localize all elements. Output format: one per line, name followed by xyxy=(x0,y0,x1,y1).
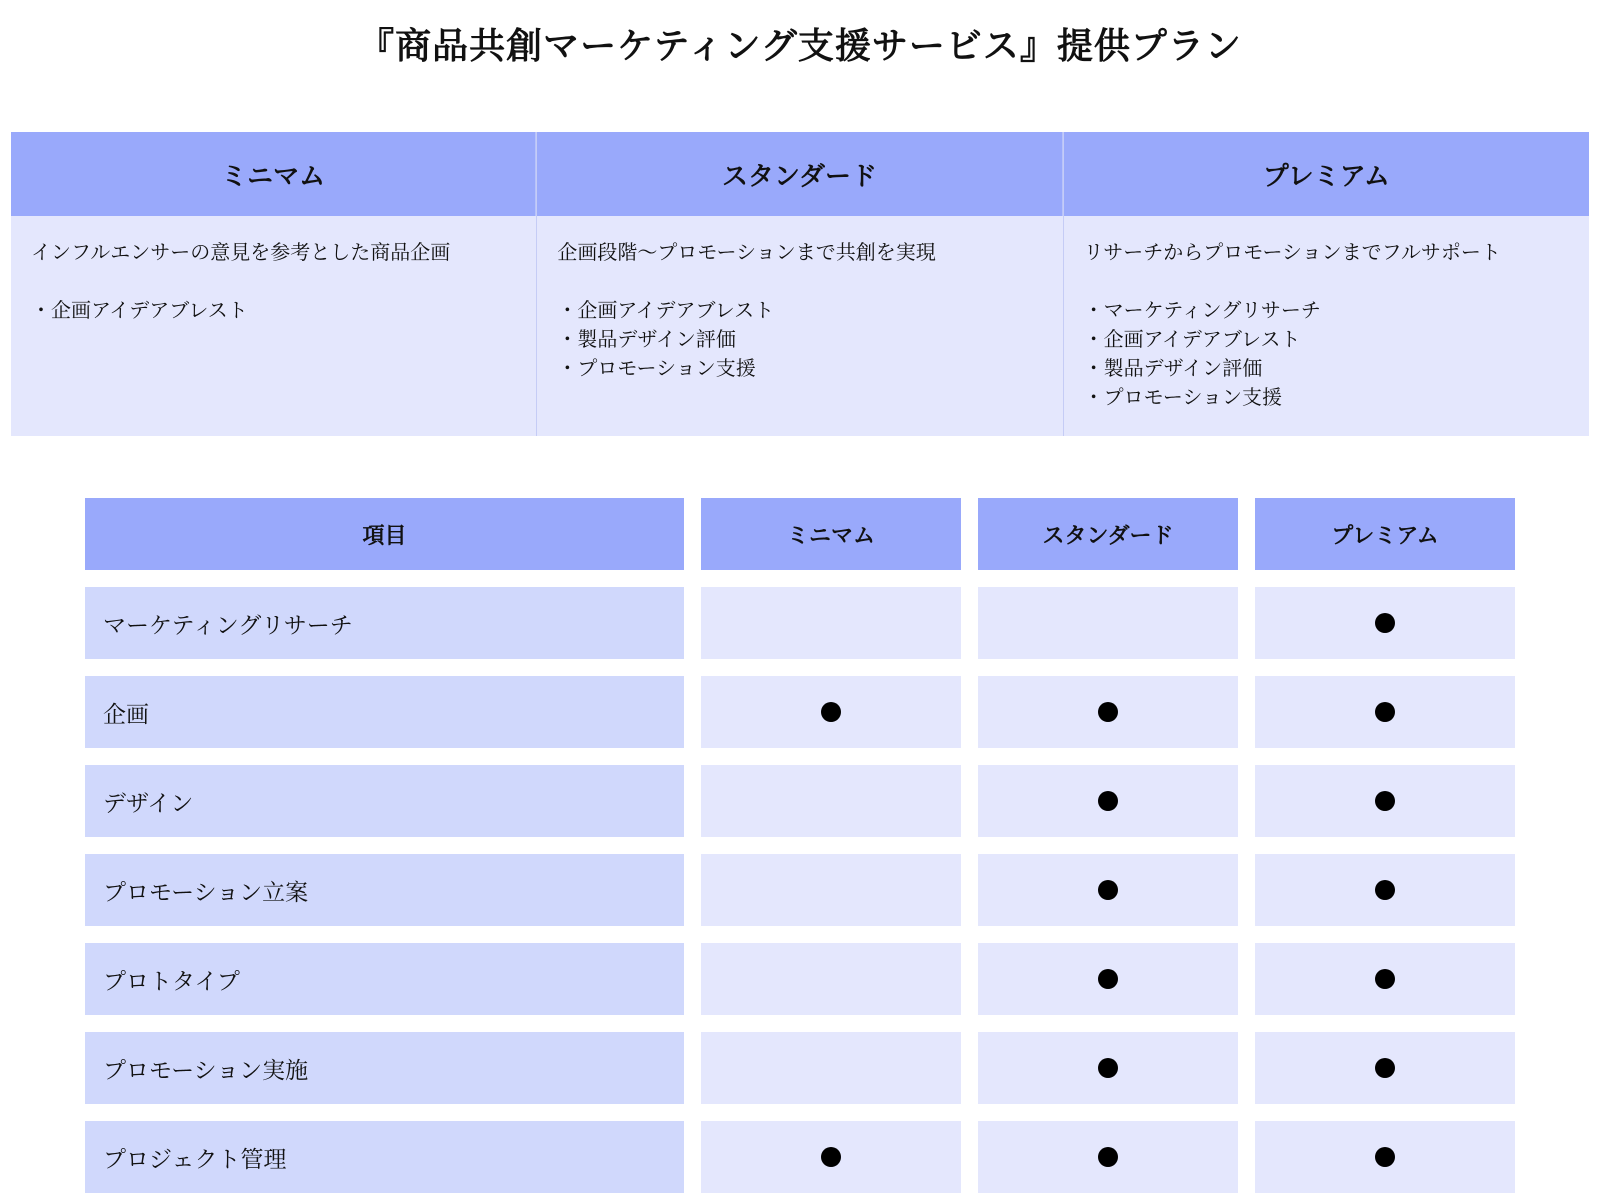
plan-name: ミニマム xyxy=(11,132,536,216)
table-row xyxy=(85,676,1515,748)
header-item: 項目 xyxy=(85,498,684,570)
table-row xyxy=(85,943,1515,1015)
comparison-body xyxy=(85,587,1515,1193)
plan-description xyxy=(537,216,1062,436)
plan-summary: インフルエンサーの意見を参考とした商品企画 xyxy=(31,240,451,264)
included-dot-icon xyxy=(1098,1147,1118,1167)
included-dot-icon xyxy=(821,702,841,722)
included-dot-icon xyxy=(1375,1058,1395,1078)
included-dot-icon xyxy=(1375,1147,1395,1167)
cell-standard xyxy=(978,943,1238,1015)
cell-standard xyxy=(978,765,1238,837)
cell-standard xyxy=(978,1032,1238,1104)
row-item-label: 企画 xyxy=(85,676,684,748)
cell-minimum xyxy=(701,676,961,748)
plan-column-standard xyxy=(537,132,1063,436)
plan-summary: リサーチからプロモーションまでフルサポート xyxy=(1083,240,1501,264)
cell-premium xyxy=(1255,1032,1515,1104)
cell-premium xyxy=(1255,1121,1515,1193)
plan-column-minimum xyxy=(11,132,537,436)
included-dot-icon xyxy=(1375,791,1395,811)
plan-feature: ・プロモーション支援 xyxy=(1083,385,1283,409)
cell-premium xyxy=(1255,943,1515,1015)
plan-overview-table xyxy=(11,132,1589,436)
plan-name: スタンダード xyxy=(537,132,1062,216)
row-item-label: プロモーション立案 xyxy=(85,854,684,926)
cell-minimum xyxy=(701,1121,961,1193)
plan-column-premium xyxy=(1064,132,1589,436)
page-title: 『商品共創マーケティング支援サービス』提供プラン xyxy=(358,26,1242,67)
included-dot-icon xyxy=(1098,791,1118,811)
plan-feature: ・企画アイデアブレスト xyxy=(557,298,775,322)
cell-minimum xyxy=(701,1032,961,1104)
included-dot-icon xyxy=(1098,969,1118,989)
plan-feature: ・マーケティングリサーチ xyxy=(1083,298,1321,322)
plan-description xyxy=(11,216,536,436)
table-row xyxy=(85,765,1515,837)
cell-minimum xyxy=(701,854,961,926)
included-dot-icon xyxy=(1375,702,1395,722)
cell-premium xyxy=(1255,765,1515,837)
plan-feature: ・製品デザイン評価 xyxy=(1083,356,1263,380)
plan-feature: ・企画アイデアブレスト xyxy=(31,298,248,322)
included-dot-icon xyxy=(1375,969,1395,989)
row-item-label: プロトタイプ xyxy=(85,943,684,1015)
plan-feature: ・プロモーション支援 xyxy=(557,356,756,380)
plan-name: プレミアム xyxy=(1064,132,1589,216)
included-dot-icon xyxy=(1375,880,1395,900)
included-dot-icon xyxy=(821,1147,841,1167)
included-dot-icon xyxy=(1375,613,1395,633)
included-dot-icon xyxy=(1098,880,1118,900)
cell-premium xyxy=(1255,676,1515,748)
header-standard: スタンダード xyxy=(978,498,1238,570)
row-item-label: プロモーション実施 xyxy=(85,1032,684,1104)
cell-standard xyxy=(978,1121,1238,1193)
cell-minimum xyxy=(701,765,961,837)
plan-description xyxy=(1064,216,1589,436)
cell-premium xyxy=(1255,587,1515,659)
row-item-label: デザイン xyxy=(85,765,684,837)
header-premium: プレミアム xyxy=(1255,498,1515,570)
cell-standard xyxy=(978,587,1238,659)
row-item-label: マーケティングリサーチ xyxy=(85,587,684,659)
comparison-header-row xyxy=(85,498,1515,570)
included-dot-icon xyxy=(1098,702,1118,722)
included-dot-icon xyxy=(1098,1058,1118,1078)
plan-feature: ・製品デザイン評価 xyxy=(557,327,736,351)
cell-standard xyxy=(978,854,1238,926)
cell-minimum xyxy=(701,587,961,659)
cell-minimum xyxy=(701,943,961,1015)
row-item-label: プロジェクト管理 xyxy=(85,1121,684,1193)
cell-premium xyxy=(1255,854,1515,926)
table-row xyxy=(85,587,1515,659)
table-row xyxy=(85,854,1515,926)
table-row xyxy=(85,1032,1515,1104)
plan-feature: ・企画アイデアブレスト xyxy=(1083,327,1301,351)
cell-standard xyxy=(978,676,1238,748)
table-row xyxy=(85,1121,1515,1193)
feature-comparison-table xyxy=(85,498,1515,1200)
plan-summary: 企画段階～プロモーションまで共創を実現 xyxy=(557,240,936,264)
header-minimum: ミニマム xyxy=(701,498,961,570)
